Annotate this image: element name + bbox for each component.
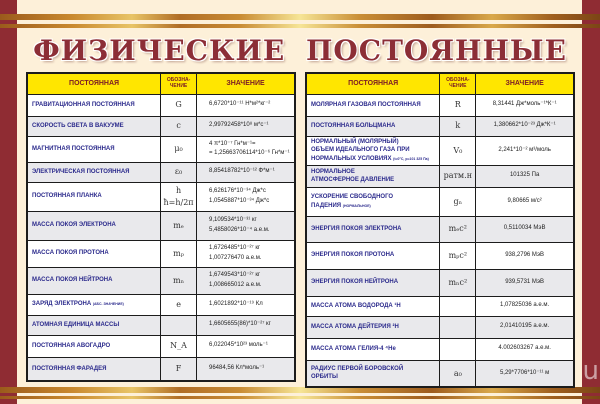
symbol-line: N_A [170, 341, 187, 351]
value-line: 8,85418782*10⁻¹² Ф*м⁻¹ [209, 168, 275, 175]
table-row [306, 269, 574, 296]
constant-name [306, 136, 440, 165]
table-row [27, 162, 295, 182]
constant-name [306, 360, 440, 387]
constant-value [476, 316, 574, 338]
constant-value [197, 211, 296, 240]
symbol-line: mₙ [173, 275, 185, 285]
constant-name-line: НОРМАЛЬНОЕ [311, 168, 355, 175]
constant-symbol [161, 211, 197, 240]
constant-value [197, 136, 296, 162]
constant-symbol [161, 335, 197, 357]
constant-name [306, 242, 440, 269]
symbol-line: c [176, 121, 181, 131]
value-line: 5,4858026*10⁻⁴ а.е.м. [209, 226, 270, 233]
constant-symbol [440, 94, 476, 116]
constant-name [27, 294, 161, 315]
constant-name-line: ПОСТОЯННАЯ БОЛЬЦМАНА [311, 122, 396, 129]
constant-name [306, 94, 440, 116]
value-line: 1,380662*10⁻²³ Дж*К⁻¹ [493, 122, 556, 129]
poster-title: ФИЗИЧЕСКИЕ ПОСТОЯННЫЕ [33, 34, 567, 67]
constant-name [306, 116, 440, 136]
constant-value [476, 165, 574, 187]
constant-symbol [440, 187, 476, 216]
header-constant: ПОСТОЯННАЯ [27, 73, 161, 94]
constant-name-line: РАДИУС ПЕРВОЙ БОРОВСКОЙ [311, 366, 404, 373]
constant-symbol [440, 216, 476, 242]
value-line: 2,241*10⁻² м³/моль [498, 146, 551, 153]
constant-name [27, 357, 161, 381]
constant-value [197, 335, 296, 357]
value-line: 6,022045*10²³ моль⁻¹ [209, 342, 268, 349]
symbol-line: pатм.н [443, 171, 473, 181]
value-line: 9,109534*10⁻³¹ кг [209, 217, 257, 224]
table-row [27, 240, 295, 267]
table-row [306, 296, 574, 316]
constant-name [27, 136, 161, 162]
header-symbol: ОБОЗНА-ЧЕНИЕ [161, 73, 197, 94]
constant-symbol [161, 267, 197, 294]
constant-symbol [161, 94, 197, 116]
value-line: 1,6749543*10⁻²⁷ кг [209, 272, 261, 279]
constant-symbol [161, 357, 197, 381]
symbol-line: gₙ [453, 196, 463, 206]
value-line: 1,008665012 а.е.м. [209, 281, 262, 288]
constant-symbol [440, 338, 476, 360]
constant-name-line: МАССА ПОКОЯ ПРОТОНА [32, 250, 109, 257]
symbol-line: F [175, 364, 182, 374]
constant-name-line: МАССА АТОМА ДЕЙТЕРИЯ ²Н [311, 323, 399, 330]
table-row [306, 136, 574, 165]
symbol-line: ε₀ [174, 167, 183, 177]
constant-name-line: ЭНЕРГИЯ ПОКОЯ НЕЙТРОНА [311, 279, 399, 286]
constant-value [197, 357, 296, 381]
constant-name-line: НОРМАЛЬНЫХ УСЛОВИЯХ [311, 155, 392, 162]
top-gold-stripe-thin [0, 24, 600, 28]
top-gold-stripe [0, 14, 600, 20]
constant-value [476, 116, 574, 136]
table-row [306, 242, 574, 269]
constant-name-note: (t=0°C, p=101 325 Па) [393, 156, 429, 161]
constant-value [197, 94, 296, 116]
constant-name [27, 315, 161, 335]
constant-name-note: (НОРМАЛЬНОЕ) [342, 203, 371, 208]
table-row [27, 294, 295, 315]
symbol-line: h [175, 186, 182, 196]
table-row [306, 94, 574, 116]
constant-name-line: МАГНИТНАЯ ПОСТОЯННАЯ [32, 145, 115, 152]
table-row [27, 136, 295, 162]
symbol-line: G [175, 100, 182, 110]
constant-name-line: ОРБИТЫ [311, 374, 338, 381]
header-value: ЗНАЧЕНИЕ [197, 73, 296, 94]
constant-name [27, 211, 161, 240]
constant-symbol [161, 116, 197, 136]
table-row [27, 335, 295, 357]
value-line: 101325 Па [509, 172, 540, 179]
constant-value [476, 242, 574, 269]
constant-value [476, 94, 574, 116]
constant-value [476, 338, 574, 360]
table-row [27, 116, 295, 136]
constant-value [197, 267, 296, 294]
value-line: 5,29*7706*10⁻¹¹ м [499, 369, 550, 376]
value-line: 6,626176*10⁻³⁴ Дж*с [209, 188, 266, 195]
value-line: 8,31441 Дж*моль⁻¹*К⁻¹ [492, 101, 557, 108]
constant-name [27, 162, 161, 182]
constant-name-line: ЗАРЯД ЭЛЕКТРОНА [32, 301, 92, 308]
symbol-line: e [176, 299, 181, 309]
table-row [306, 216, 574, 242]
constant-symbol [440, 242, 476, 269]
value-line: 1,6021892*10⁻¹⁹ Кл [209, 300, 263, 307]
constant-name-line: АТМОСФЕРНОЕ ДАВЛЕНИЕ [311, 177, 395, 183]
constant-value [476, 360, 574, 387]
header-constant: ПОСТОЯННАЯ [306, 73, 440, 94]
value-line: 0,5110034 МэВ [503, 225, 546, 232]
constant-value [197, 162, 296, 182]
constant-value [476, 136, 574, 165]
constant-name-line: УСКОРЕНИЕ СВОБОДНОГО [311, 194, 394, 201]
constant-symbol [440, 316, 476, 338]
constant-value [197, 116, 296, 136]
constant-symbol [440, 116, 476, 136]
table-row [306, 316, 574, 338]
value-line: 9,80665 м/с² [507, 197, 542, 204]
table-row [306, 116, 574, 136]
table-header-row [306, 73, 574, 94]
symbol-line: μ₀ [174, 144, 183, 154]
value-line: 2,99792458*10⁸ м*с⁻¹ [209, 122, 269, 129]
symbol-line: a₀ [453, 368, 462, 378]
constant-name-line: ПОСТОЯННАЯ ПЛАНКА [32, 193, 102, 200]
table-row [306, 360, 574, 387]
constant-name-line: ПАДЕНИЯ [311, 202, 342, 209]
table-row [27, 315, 295, 335]
symbol-line: V₀ [453, 145, 463, 155]
constant-value [476, 269, 574, 296]
value-line: 6,6720*10⁻¹¹ Н*м²*кг⁻² [209, 101, 271, 108]
constant-symbol [440, 360, 476, 387]
constant-name-line: ПОСТОЯННАЯ ФАРАДЕЯ [32, 365, 107, 372]
constant-name-line: НОРМАЛЬНЫЙ (МОЛЯРНЫЙ) [311, 139, 399, 146]
constant-symbol [161, 240, 197, 267]
constant-symbol [440, 165, 476, 187]
symbol-line: mₚc² [448, 250, 468, 260]
constant-name-line: МОЛЯРНАЯ ГАЗОВАЯ ПОСТОЯННАЯ [311, 101, 421, 108]
constant-name-line: МАССА АТОМА ВОДОРОДА ¹Н [311, 302, 401, 309]
constant-value [197, 240, 296, 267]
constant-name-line: ПОСТОЯННАЯ АВОГАДРО [32, 342, 111, 349]
value-line: 939,5731 МэВ [505, 278, 545, 285]
constant-name [306, 316, 440, 338]
constant-name-line: ГРАВИТАЦИОННАЯ ПОСТОЯННАЯ [32, 101, 135, 108]
table-row [27, 182, 295, 211]
constant-name-line: ЭНЕРГИЯ ПОКОЯ ЭЛЕКТРОНА [311, 225, 402, 232]
symbol-line: mₑ [173, 220, 184, 230]
symbol-line: k [455, 121, 461, 131]
symbol-line: mₙc² [448, 277, 468, 287]
constant-symbol [161, 162, 197, 182]
watermark-text: u [582, 356, 600, 386]
constant-name [27, 267, 161, 294]
value-line: 1,0545887*10⁻³⁴ Дж*с [209, 197, 270, 204]
constant-name-line: ОБЪЕМ ИДЕАЛЬНОГО ГАЗА ПРИ [311, 147, 410, 154]
constant-name [27, 182, 161, 211]
value-line: 1,6605655(86)*10⁻²⁷ кг [209, 321, 271, 328]
table-row [27, 94, 295, 116]
table-row [306, 187, 574, 216]
constant-name [306, 269, 440, 296]
value-line: 2,01410195 а.е.м. [500, 323, 550, 330]
constant-name [27, 240, 161, 267]
constant-symbol [161, 315, 197, 335]
symbol-line: mₚ [173, 248, 184, 258]
constant-name-line: ЭНЕРГИЯ ПОКОЯ ПРОТОНА [311, 252, 395, 259]
constant-value [476, 187, 574, 216]
constant-symbol [440, 269, 476, 296]
constant-symbol [161, 182, 197, 211]
table-row [27, 267, 295, 294]
symbol-line: ħ=h/2π [163, 197, 194, 207]
bottom-gold-stripe-thin [0, 396, 600, 399]
constants-table-right [305, 72, 575, 388]
value-line: 4 π*10⁻⁷ Гн*м⁻¹= [209, 140, 256, 147]
constant-name-note: (АБС. ЗНАЧЕНИЕ) [92, 302, 124, 307]
value-line: 1,6726485*10⁻²⁷ кг [209, 245, 261, 252]
constant-name-line: ЭЛЕКТРИЧЕСКАЯ ПОСТОЯННАЯ [32, 168, 130, 175]
constant-value [476, 216, 574, 242]
constant-name [306, 165, 440, 187]
constant-symbol [440, 136, 476, 165]
constant-name [27, 335, 161, 357]
constants-table-left [26, 72, 296, 382]
constant-name-line: АТОМНАЯ ЕДИНИЦА МАССЫ [32, 321, 120, 328]
table-header-row [27, 73, 295, 94]
symbol-line: mₑc² [448, 224, 467, 234]
constant-symbol [161, 136, 197, 162]
value-line: 4.002603267 а.е.м. [498, 345, 551, 352]
value-line: 96484,56 Кл*моль⁻¹ [209, 365, 265, 372]
constant-name-line: СКОРОСТЬ СВЕТА В ВАКУУМЕ [32, 122, 124, 129]
value-line: 1,07825036 а.е.м. [500, 302, 550, 309]
constant-name [306, 216, 440, 242]
constant-name-line: МАССА АТОМА ГЕЛИЯ-4 ⁴Не [311, 345, 396, 352]
constant-name [27, 94, 161, 116]
constant-symbol [161, 294, 197, 315]
table-row [27, 211, 295, 240]
constant-value [197, 315, 296, 335]
table-row [306, 165, 574, 187]
constant-name [27, 116, 161, 136]
value-line: 1,007276470 а.е.м. [209, 254, 262, 261]
constant-name-line: МАССА ПОКОЯ НЕЙТРОНА [32, 277, 113, 284]
value-line: = 1,25663706114*10⁻⁶ Гн*м⁻¹ [209, 150, 290, 156]
constant-name-line: МАССА ПОКОЯ ЭЛЕКТРОНА [32, 222, 116, 229]
constant-name [306, 338, 440, 360]
constant-name [306, 296, 440, 316]
constant-value [197, 294, 296, 315]
table-row [306, 338, 574, 360]
constant-name [306, 187, 440, 216]
value-line: 938,2796 МэВ [505, 251, 545, 258]
constant-symbol [440, 296, 476, 316]
constant-value [476, 296, 574, 316]
header-value: ЗНАЧЕНИЕ [476, 73, 574, 94]
header-symbol: ОБОЗНА-ЧЕНИЕ [440, 73, 476, 94]
constant-value [197, 182, 296, 211]
table-row [27, 357, 295, 381]
symbol-line: R [454, 100, 461, 110]
